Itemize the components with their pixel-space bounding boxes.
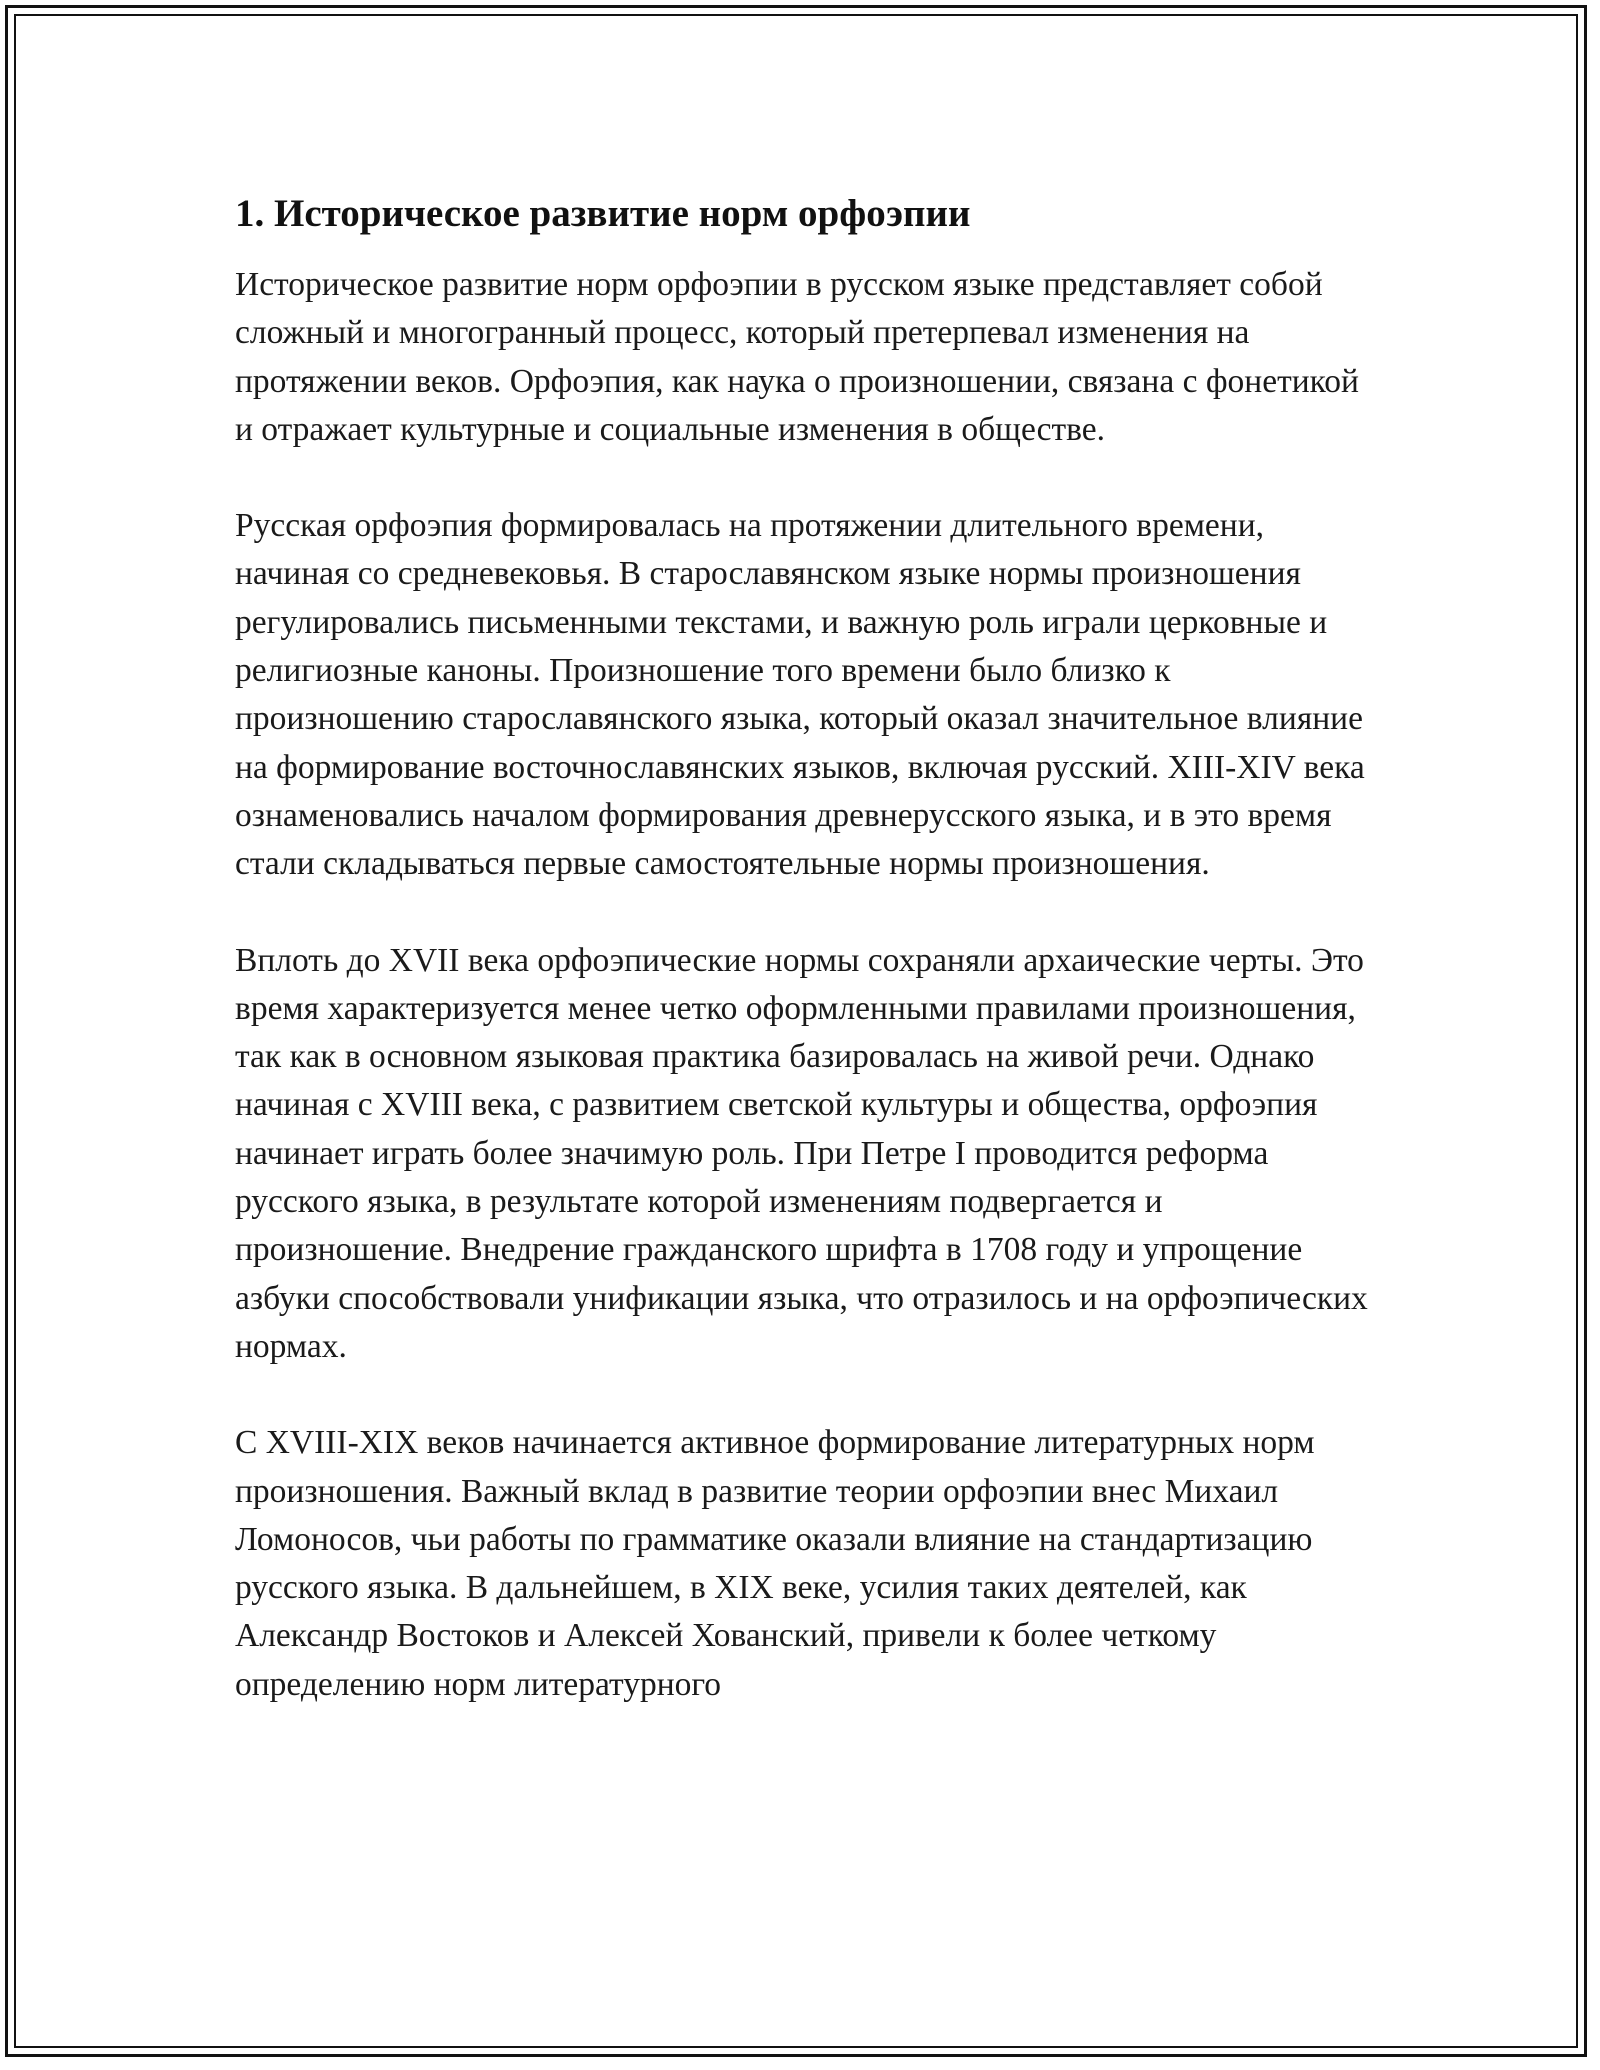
document-body: [235, 185, 1375, 1757]
section-heading: 1. Историческое развитие норм орфоэпии: [235, 192, 971, 235]
paragraph-3: Вплоть до XVII века орфоэпические нормы сохраняли архаические черты. Это время характеризуется менее четко оформленными правилами произношения, так как в основном языковая практика базировалась на живой речи. Однако начиная с XVIII века, с развитием светской культуры и общества, орфоэпия начинает играть более значимую роль. При Петре I проводится реформа русского языка, в результате которой изменениям подвергается и произношение. Внедрение гражданского шрифта в 1708 году и упрощение азбуки способствовали унификации языка, что отразилось и на орфоэпических нормах.: [235, 941, 1368, 1365]
paragraph-1: Историческое развитие норм орфоэпии в русском языке представляет собой сложный и многогранный процесс, который претерпевал изменения на протяжении веков. Орфоэпия, как наука о произношении, связана с фонетикой и отражает культурные и социальные изменения в обществе.: [235, 266, 1359, 448]
paragraph-4: С XVIII-XIX веков начинается активное формирование литературных норм произношения. Важный вклад в развитие теории орфоэпии внес Михаил Ломоносов, чьи работы по грамматике оказали влияние на стандартизацию русского языка. В дальнейшем, в XIX веке, усилия таких деятелей, как Александр Востоков и Алексей Хованский, привели к более четкому определению норм литературного: [235, 1424, 1315, 1703]
paragraph-2: Русская орфоэпия формировалась на протяжении длительного времени, начиная со средневековья. В старославянском языке нормы произношения регулировались письменными текстами, и важную роль играли церковные и религиозные каноны. Произношение того времени было близко к произношению старославянского языка, который оказал значительное влияние на формирование восточнославянских языков, включая русский. XIII-XIV века ознаменовались началом формирования древнерусского языка, и в это время стали складываться первые самостоятельные нормы произношения.: [235, 507, 1365, 883]
